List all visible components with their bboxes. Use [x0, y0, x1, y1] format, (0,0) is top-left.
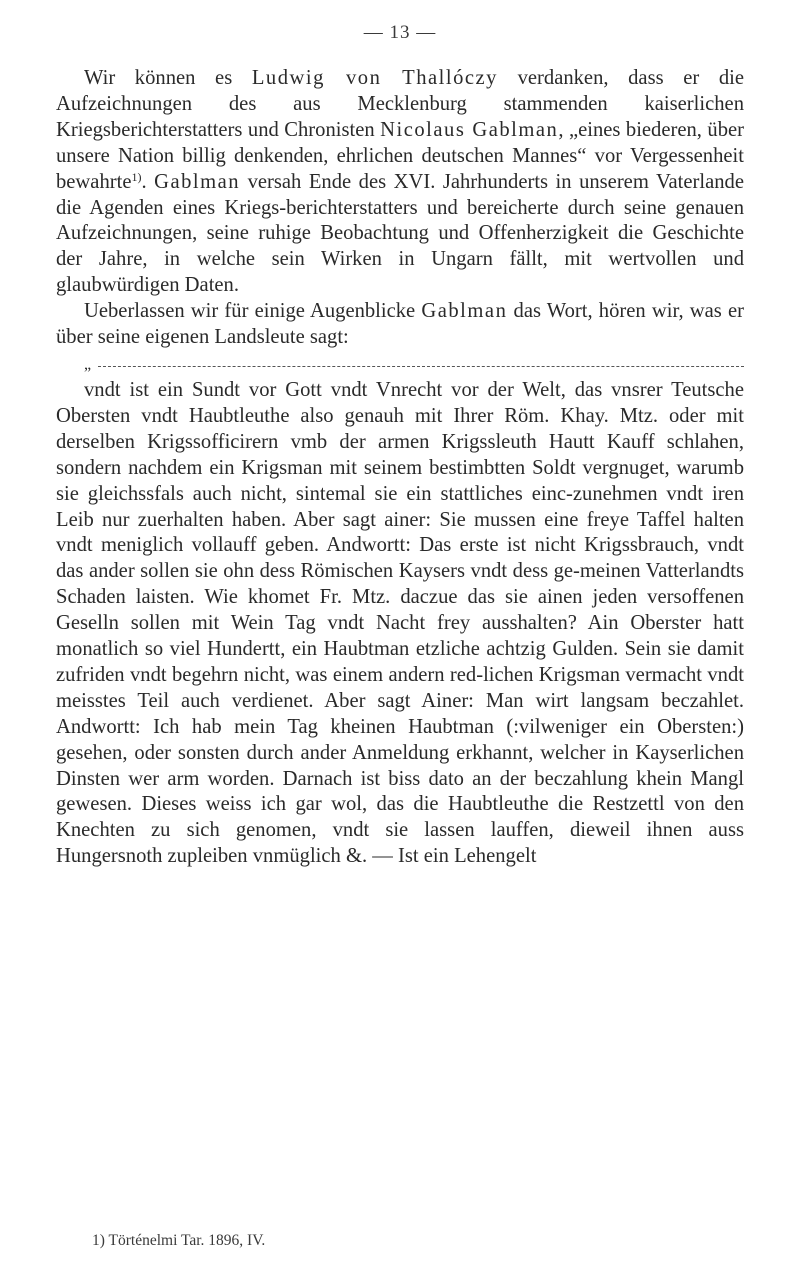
paragraph-1-text-a: Wir können es [84, 67, 252, 89]
person-name-gablman: Gablman [421, 300, 508, 323]
quote-open-mark: „ [84, 355, 92, 373]
paragraph-2-text-b: das Wort, hören wir, was er über seine eigenen Landsleute sagt: [56, 300, 744, 349]
quote-ellipsis-line [84, 351, 744, 378]
footnote: 1) Történelmi Tar. 1896, IV. [92, 1232, 266, 1249]
paragraph-1-text-d: . [141, 170, 155, 193]
footnote-reference: 1) [131, 169, 142, 184]
page-number: — 13 — [363, 22, 437, 43]
paragraph-1-text-e: versah Ende des XVI. Jahrhunderts in unserem Vaterlande die Agenden eines Kriegs-berichterstatters und bereicherte durch seine genauen Aufzeichnungen, seine ruhige Beobachtung und Offenherzigkeit die Geschichte der Jahre, in welche sein Wirken in Ungarn fällt, mit wertvollen und glaubwürdigen Daten. [56, 170, 744, 297]
paragraph-3-quotation: vndt ist ein Sundt vor Gott vndt Vnrecht vor der Welt, das vnsrer Teutsche Obersten vndt Haubtleuthe also genauh mit Ihrer Röm. Khay. Mtz. oder mit derselben Krigssofficirern vmb der armen Krigssleuth Hautt Kauff schlahen, sondern nachdem ein Krigsman mit seinem bestimbtten Soldt vergnuget, warumb sie gleichssfals auch nicht, sintemal sie ein stattliches einc-zunehmen vndt iren Leib nur zuerhalten haben. Aber sagt ainer: Sie mussen eine freye Taffel halten vndt meniglich vollauff geben. Andwortt: Das erste ist nicht Krigssbrauch, vndt das ander sollen sie ohn dess Römischen Kaysers vndt dess ge-meinen Vatterlandts Schaden laisten. Wie khomet Fr. Mtz. daczue das sie ainen jeden versoffenen Geselln sollen mit Wein Tag vndt Nacht frey ausshalten? Ain Oberster hatt monatlich so viel Hundertt, ein Haubtman etzliche achtzig Gulden. Sein sie damit zufriden vndt begehrn nicht, was einem andern red-lichen Krigsman vermacht vndt meisstes Teil auch verdienet. Aber sagt Ainer: Man wirt langsam beczahlet. Andwortt: Ich hab mein Tag kheinen Haubtman (:vilweniger ein Obersten:) gesehen, oder sonsten durch ander Anmeldung erkhannt, welcher in Kayserlichen Dinsten wer arm worden. Darnach ist biss dato an der beczahlung khein Mangl gewesen. Dieses weiss ich gar wol, das die Haubtleuthe die Restzettl von den Knechten zu sich genomen, vndt sie lassen lauffen, dieweil ihnen auss Hungersnoth zupleiben vnmüglich &. — Ist ein Lehengelt [56, 378, 744, 868]
body-text [56, 66, 744, 870]
paragraph-2 [56, 299, 744, 351]
paragraph-1 [56, 66, 744, 299]
dashed-rule [98, 366, 744, 367]
person-name-gablman: Gablman [154, 170, 241, 193]
paragraph-1-text-c: , „eines biederen, über unsere Nation billig denkenden, ehrlichen deutschen Mannes“ vor Vergessenheit bewahrte [56, 118, 745, 193]
paragraph-1-text-b: verdanken, dass er die Aufzeichnungen des aus Mecklenburg stammenden kaiserlichen Kriegsberichterstatters und Chronisten [56, 67, 744, 141]
person-name-nicolaus: Nicolaus Gablman [380, 118, 559, 141]
person-name-ludwig: Ludwig von Thallóczy [251, 67, 498, 89]
paragraph-2-text-a: Ueberlassen wir für einige Augenblicke [84, 300, 422, 323]
